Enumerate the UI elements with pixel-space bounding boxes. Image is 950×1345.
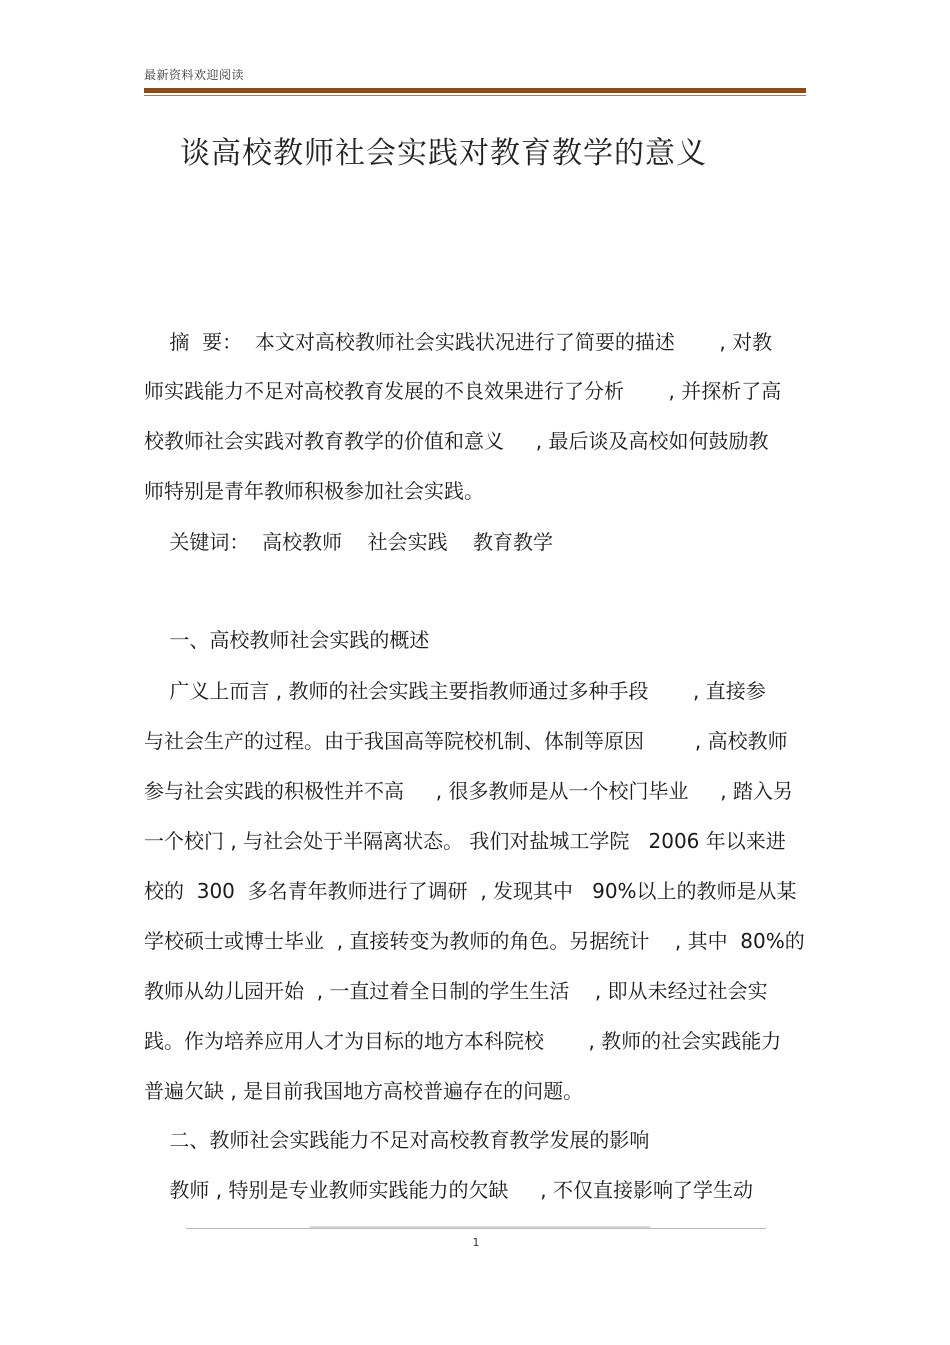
body-line: 一个校门 , 与社会处于半隔离状态。 我们对盐城工学院 2006 年以来进 xyxy=(144,829,786,853)
header-rule-thick xyxy=(144,88,806,93)
abstract-line: 校教师社会实践对教育教学的价值和意义 , 最后谈及高校如何鼓励教 xyxy=(144,429,769,453)
page-number: 1 xyxy=(472,1236,480,1249)
body-line: 与社会生产的过程。由于我国高等院校机制、体制等原因 , 高校教师 xyxy=(144,729,788,753)
header-rule-thin xyxy=(144,95,806,96)
footer-rule xyxy=(186,1228,766,1229)
keywords-line: 关键词： 高校教师 社会实践 教育教学 xyxy=(144,530,554,554)
page-header-text: 最新资料欢迎阅读 xyxy=(144,68,245,82)
body-line: 学校硕士或博士毕业 , 直接转变为教师的角色。另据统计 , 其中 80%的 xyxy=(144,929,805,953)
abstract-line: 摘 要： 本文对高校教师社会实践状况进行了简要的描述 , 对教 xyxy=(144,330,773,354)
body-line: 广义上而言 , 教师的社会实践主要指教师通过多种手段 , 直接参 xyxy=(144,679,766,703)
abstract-line: 师特别是青年教师积极参加社会实践。 xyxy=(144,479,484,503)
abstract-line: 师实践能力不足对高校教育发展的不良效果进行了分析 , 并探析了高 xyxy=(144,379,782,403)
section-heading: 二、教师社会实践能力不足对高校教育教学发展的影响 xyxy=(144,1128,650,1152)
document-title: 谈高校教师社会实践对教育教学的意义 xyxy=(180,136,707,171)
body-line: 教师 , 特别是专业教师实践能力的欠缺 , 不仅直接影响了学生动 xyxy=(144,1178,754,1202)
body-line: 普遍欠缺 , 是目前我国地方高校普遍存在的问题。 xyxy=(144,1079,584,1103)
body-line: 校的 300 多名青年教师进行了调研 , 发现其中 90%以上的教师是从某 xyxy=(144,879,797,903)
body-line: 参与社会实践的积极性并不高 , 很多教师是从一个校门毕业 , 踏入另 xyxy=(144,779,794,803)
section-heading: 一、高校教师社会实践的概述 xyxy=(144,628,430,652)
body-line: 教师从幼儿园开始 , 一直过着全日制的学生生活 , 即从未经过社会实 xyxy=(144,979,768,1003)
body-line: 践。作为培养应用人才为目标的地方本科院校 , 教师的社会实践能力 xyxy=(144,1029,782,1053)
